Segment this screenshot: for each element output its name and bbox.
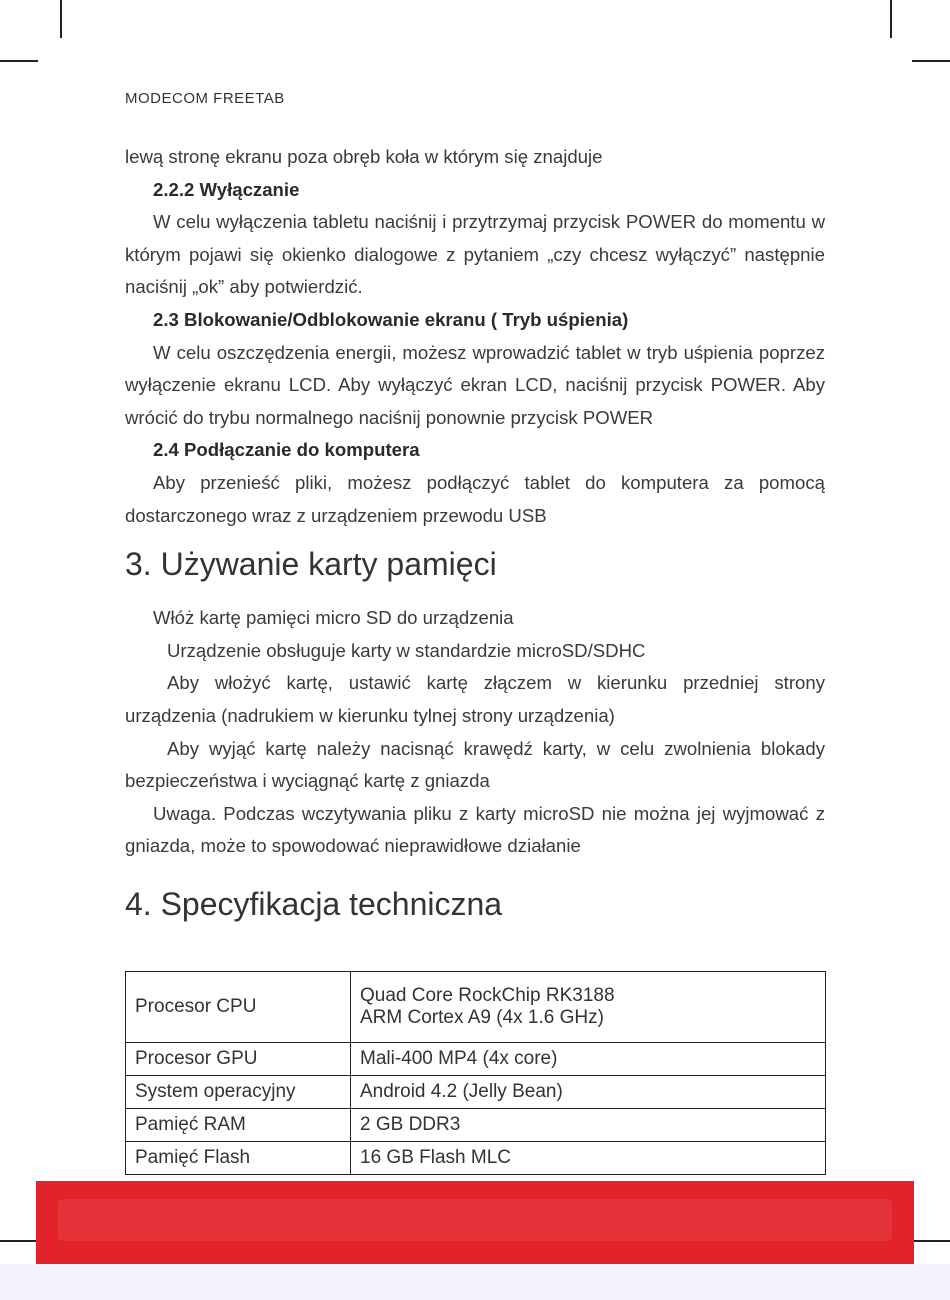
section-heading: 2.2.2 Wyłączanie	[153, 178, 300, 200]
chapter-heading: 4. Specyfikacja techniczna	[125, 885, 503, 922]
table-row	[126, 1043, 826, 1076]
footer-band	[36, 1181, 914, 1264]
paragraph: Uwaga. Podczas wczytywania pliku z karty microSD nie można jej wyjmować z gniazda, może to spowodować nieprawidłowe działanie	[125, 802, 825, 857]
table-cell-key: Pamięć RAM	[126, 1109, 351, 1142]
section-heading: 2.3 Blokowanie/Odblokowanie ekranu ( Tryb uśpienia)	[153, 308, 629, 330]
spec-table	[125, 971, 826, 1175]
section-heading: 2.4 Podłączanie do komputera	[153, 439, 420, 461]
document-body	[125, 141, 825, 933]
table-cell-value: Android 4.2 (Jelly Bean)	[351, 1076, 826, 1109]
paragraph: lewą stronę ekranu poza obręb koła w którym się znajduje	[125, 146, 603, 167]
footer-band-inner	[58, 1199, 892, 1241]
page-header: MODECOM FREETAB	[125, 90, 285, 107]
table-cell-value	[351, 972, 826, 1043]
table-cell-key: System operacyjny	[126, 1076, 351, 1109]
table-cell-value: Mali-400 MP4 (4x core)	[351, 1043, 826, 1076]
paragraph: Aby wyjąć kartę należy nacisnąć krawędź karty, w celu zwolnienia blokady bezpieczeństwa i wyciągnąć kartę z gniazda	[125, 737, 825, 792]
table-cell-line: ARM Cortex A9 (4x 1.6 GHz)	[360, 1007, 604, 1028]
table-cell-key: Pamięć Flash	[126, 1142, 351, 1175]
table-cell-value: 2 GB DDR3	[351, 1109, 826, 1142]
page-bottom-margin	[0, 1264, 950, 1300]
table-row	[126, 1142, 826, 1175]
table-cell-line: Quad Core RockChip RK3188	[360, 985, 615, 1006]
crop-mark	[0, 1240, 38, 1242]
paragraph: W celu wyłączenia tabletu naciśnij i przytrzymaj przycisk POWER do momentu w którym pojawi się okienko dialogowe z pytaniem „czy chcesz wyłączyć” następnie naciśnij „ok” aby potwierdzić.	[125, 211, 825, 298]
crop-mark	[912, 1240, 950, 1242]
paragraph: W celu oszczędzenia energii, możesz wprowadzić tablet w tryb uśpienia poprzez wyłączenie ekranu LCD. Aby wyłączyć ekran LCD, naciśnij przycisk POWER. Aby wrócić do trybu normalnego naciśnij ponownie przycisk POWER	[125, 341, 825, 428]
table-row	[126, 1109, 826, 1142]
crop-mark	[60, 0, 62, 38]
table-cell-value: 16 GB Flash MLC	[351, 1142, 826, 1175]
table-row	[126, 972, 826, 1043]
table-cell-key: Procesor GPU	[126, 1043, 351, 1076]
table-cell-key: Procesor CPU	[126, 972, 351, 1043]
paragraph: Aby przenieść pliki, możesz podłączyć tablet do komputera za pomocą dostarczonego wraz z urządzeniem przewodu USB	[125, 471, 825, 526]
crop-mark	[912, 60, 950, 62]
table-row	[126, 1076, 826, 1109]
paragraph: Włóż kartę pamięci micro SD do urządzenia	[153, 607, 514, 629]
paragraph: Urządzenie obsługuje karty w standardzie microSD/SDHC	[167, 639, 646, 661]
crop-mark	[890, 0, 892, 38]
paragraph: Aby włożyć kartę, ustawić kartę złączem w kierunku przedniej strony urządzenia (nadrukiem w kierunku tylnej strony urządzenia)	[125, 672, 825, 726]
chapter-heading: 3. Używanie karty pamięci	[125, 546, 497, 583]
crop-mark	[0, 60, 38, 62]
